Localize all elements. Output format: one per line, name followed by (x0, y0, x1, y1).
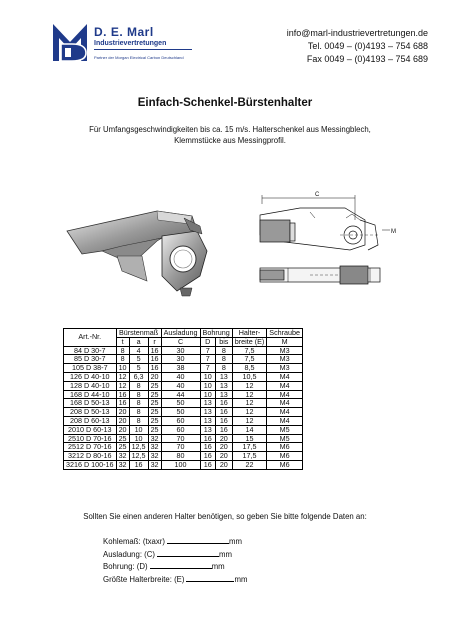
table-subheader-cell: M (267, 337, 303, 346)
table-cell: 8,5 (232, 364, 267, 373)
table-row (64, 425, 303, 434)
table-row (64, 460, 303, 469)
description-line-1: Für Umfangsgeschwindigkeiten bis ca. 15 m/s. Halterschenkel aus Messingblech, (89, 125, 371, 134)
article-number-cell: 3212 D 80-16 (64, 452, 117, 461)
request-field-label: Kohlemaß: (txaxr) (103, 537, 165, 546)
article-number-cell: 126 D 40-10 (64, 372, 117, 381)
specs-table (63, 328, 303, 470)
company-logo (52, 22, 88, 62)
article-number-cell: 2510 D 70-16 (64, 434, 117, 443)
table-cell: 100 (161, 460, 200, 469)
table-cell: 7 (200, 364, 215, 373)
table-cell: 16 (148, 364, 161, 373)
table-cell: 14 (232, 425, 267, 434)
request-field (103, 549, 232, 559)
contact-block (287, 27, 428, 66)
table-row (64, 416, 303, 425)
table-cell: 10 (129, 425, 148, 434)
phone-number: Tel. 0049 – (0)4193 – 754 688 (307, 41, 428, 51)
table-cell: 60 (161, 416, 200, 425)
email-address[interactable]: info@marl-industrievertretungen.de (286, 28, 428, 38)
table-cell: 80 (161, 452, 200, 461)
table-cell: 5 (129, 355, 148, 364)
table-cell: 50 (161, 408, 200, 417)
company-subtitle: Industrievertretungen (94, 40, 167, 47)
request-field (103, 536, 242, 546)
table-cell: M4 (267, 372, 303, 381)
table-cell: M3 (267, 346, 303, 355)
table-cell: 16 (215, 416, 232, 425)
table-cell: 25 (148, 425, 161, 434)
table-cell: 10 (200, 372, 215, 381)
table-cell: 16 (116, 390, 129, 399)
description-line-2: Klemmstücke aus Messingprofil. (174, 136, 286, 145)
table-cell: 16 (215, 425, 232, 434)
table-cell: 8 (129, 381, 148, 390)
table-cell: 17,5 (232, 452, 267, 461)
table-cell: 20 (116, 408, 129, 417)
table-cell: 32 (148, 460, 161, 469)
request-field-blank[interactable] (150, 561, 212, 569)
table-cell: 12 (232, 390, 267, 399)
table-cell: 25 (116, 443, 129, 452)
table-cell: 16 (215, 408, 232, 417)
company-name: D. E. Marl (94, 25, 154, 39)
table-cell: 8 (215, 355, 232, 364)
request-field-unit: mm (211, 562, 225, 571)
table-header-cell: Art.-Nr. (64, 329, 117, 347)
table-cell: M4 (267, 381, 303, 390)
table-cell: 6,3 (129, 372, 148, 381)
table-cell: 10 (129, 434, 148, 443)
article-number-cell: 208 D 50-13 (64, 408, 117, 417)
table-cell: 22 (232, 460, 267, 469)
table-cell: 20 (116, 425, 129, 434)
table-cell: 16 (215, 399, 232, 408)
table-cell: 16 (200, 443, 215, 452)
table-cell: 16 (200, 434, 215, 443)
table-cell: 8 (215, 364, 232, 373)
table-cell: 15 (232, 434, 267, 443)
table-cell: 32 (148, 443, 161, 452)
technical-drawing (250, 190, 400, 305)
brush-holder-photo (62, 196, 212, 301)
table-header-cell: Bohrung (200, 329, 232, 338)
request-field (103, 574, 247, 584)
company-block (94, 25, 192, 60)
request-field-label: Größte Halterbreite: (E) (103, 574, 185, 584)
table-cell: 4 (129, 346, 148, 355)
table-cell: 12 (232, 399, 267, 408)
request-field-blank[interactable] (167, 536, 229, 544)
table-cell: 7 (200, 355, 215, 364)
article-number-cell: 168 D 50-13 (64, 399, 117, 408)
table-cell: 20 (148, 372, 161, 381)
table-cell: 20 (215, 434, 232, 443)
article-number-cell: 208 D 60-13 (64, 416, 117, 425)
article-number-cell: 128 D 40-10 (64, 381, 117, 390)
request-field-label: Bohrung: (D) (103, 562, 148, 571)
table-cell: 25 (148, 416, 161, 425)
table-cell: 44 (161, 390, 200, 399)
table-cell: 13 (200, 416, 215, 425)
table-cell: 12 (232, 416, 267, 425)
request-field-blank[interactable] (186, 574, 234, 582)
table-cell: 25 (116, 434, 129, 443)
table-header-cell: Halter- (232, 329, 267, 338)
table-cell: 30 (161, 355, 200, 364)
request-field (103, 561, 225, 571)
table-cell: M3 (267, 355, 303, 364)
table-cell: 5 (129, 364, 148, 373)
table-cell: 20 (215, 452, 232, 461)
table-subheader-cell: C (161, 337, 200, 346)
table-cell: 50 (161, 399, 200, 408)
table-cell: M3 (267, 364, 303, 373)
table-cell: 16 (148, 355, 161, 364)
table-cell: 8 (116, 346, 129, 355)
table-cell: M4 (267, 416, 303, 425)
table-cell: 32 (116, 452, 129, 461)
table-cell: M6 (267, 443, 303, 452)
table-cell: 40 (161, 372, 200, 381)
table-cell: 60 (161, 425, 200, 434)
table-subheader-cell: r (148, 337, 161, 346)
table-header-cell: Ausladung (161, 329, 200, 338)
table-cell: 12,5 (129, 443, 148, 452)
table-cell: 13 (200, 408, 215, 417)
table-row (64, 372, 303, 381)
request-field-blank[interactable] (157, 549, 219, 557)
table-cell: 16 (200, 452, 215, 461)
table-cell: 8 (129, 390, 148, 399)
article-number-cell: 2010 D 60-13 (64, 425, 117, 434)
fax-number: Fax 0049 – (0)4193 – 754 689 (306, 54, 428, 64)
request-intro: Sollten Sie einen anderen Halter benötigen, so geben Sie bitte folgende Daten an: (83, 512, 367, 521)
table-cell: 30 (161, 346, 200, 355)
table-header-cell: Bürstenmaß (116, 329, 161, 338)
table-cell: 38 (161, 364, 200, 373)
table-cell: 13 (215, 390, 232, 399)
request-field-unit: mm (219, 549, 233, 559)
table-cell: 25 (148, 399, 161, 408)
table-cell: 12 (232, 408, 267, 417)
table-cell: 8 (129, 399, 148, 408)
description (50, 124, 410, 146)
table-cell: 7 (200, 346, 215, 355)
table-header-row (64, 329, 303, 338)
dimension-label-m: M (391, 229, 396, 235)
table-cell: 12 (116, 381, 129, 390)
table-cell: 12 (232, 381, 267, 390)
table-cell: 12 (116, 372, 129, 381)
table-subheader-cell: t (116, 337, 129, 346)
table-cell: 25 (148, 390, 161, 399)
table-cell: 17,5 (232, 443, 267, 452)
table-cell: 8 (116, 355, 129, 364)
article-number-cell: 2512 D 70-16 (64, 443, 117, 452)
article-number-cell: 85 D 30-7 (64, 355, 117, 364)
table-cell: 32 (116, 460, 129, 469)
table-cell: 20 (215, 443, 232, 452)
table-cell: 20 (215, 460, 232, 469)
table-cell: 16 (129, 460, 148, 469)
table-header-cell: Schraube (267, 329, 303, 338)
table-cell: 10,5 (232, 372, 267, 381)
table-cell: M4 (267, 408, 303, 417)
table-cell: 8 (215, 346, 232, 355)
table-cell: M5 (267, 425, 303, 434)
table-cell: 25 (148, 381, 161, 390)
request-field-unit: mm (234, 574, 248, 584)
table-cell: 10 (116, 364, 129, 373)
table-cell: M4 (267, 390, 303, 399)
table-cell: M5 (267, 434, 303, 443)
table-cell: 10 (200, 390, 215, 399)
table-cell: 16 (116, 399, 129, 408)
page-title: Einfach-Schenkel-Bürstenhalter (137, 97, 313, 109)
table-cell: M6 (267, 452, 303, 461)
table-row (64, 381, 303, 390)
table-cell: 70 (161, 434, 200, 443)
table-cell: 13 (200, 425, 215, 434)
dimension-label-c: C (315, 192, 320, 198)
table-cell: 8 (129, 408, 148, 417)
partner-text: Partner der Morgan Electrical Carbon Deutschland (94, 55, 184, 60)
article-number-cell: 105 D 38-7 (64, 364, 117, 373)
table-cell: 16 (148, 346, 161, 355)
company-divider (94, 49, 192, 50)
table-cell: 32 (148, 452, 161, 461)
table-cell: 70 (161, 443, 200, 452)
table-cell: M4 (267, 399, 303, 408)
table-cell: 20 (116, 416, 129, 425)
table-cell: 32 (148, 434, 161, 443)
table-cell: 13 (215, 381, 232, 390)
table-cell: 40 (161, 381, 200, 390)
table-cell: 8 (129, 416, 148, 425)
table-cell: 25 (148, 408, 161, 417)
table-cell: 16 (200, 460, 215, 469)
article-number-cell: 3216 D 100-16 (64, 460, 117, 469)
table-cell: 7,5 (232, 355, 267, 364)
table-subheader-cell: bis (215, 337, 232, 346)
request-field-unit: mm (228, 537, 242, 546)
table-cell: 12,5 (129, 452, 148, 461)
table-cell: 10 (200, 381, 215, 390)
article-number-cell: 84 D 30-7 (64, 346, 117, 355)
table-cell: 7,5 (232, 346, 267, 355)
table-cell: 13 (215, 372, 232, 381)
table-cell: 13 (200, 399, 215, 408)
article-number-cell: 168 D 44-10 (64, 390, 117, 399)
request-field-label: Ausladung: (C) (103, 549, 156, 559)
table-cell: M6 (267, 460, 303, 469)
table-subheader-cell: a (129, 337, 148, 346)
table-subheader-cell: D (200, 337, 215, 346)
table-subheader-cell: breite (E) (232, 337, 267, 346)
